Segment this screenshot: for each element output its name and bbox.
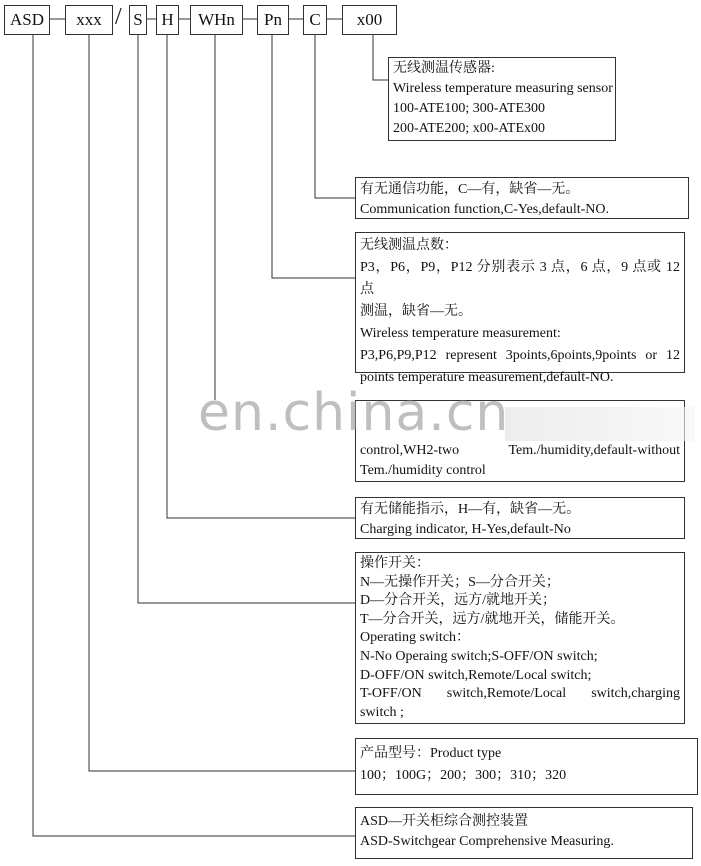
desc-pn-line: 无线测温点数： [360,238,458,253]
desc-s-line: N—无操作开关；S—分合开关； [360,574,560,590]
code-box-s [129,5,147,35]
connector-h [167,35,356,518]
desc-pn-line: 测温，缺省—无。 [360,304,472,319]
desc-s-line: N-No Operaing switch;S-OFF/ON switch; [360,648,598,664]
code-box-c [303,5,327,35]
desc-s-line: 操作开关： [360,556,430,571]
code-asd: ASD [9,10,44,29]
desc-s-line: D-OFF/ON switch,Remote/Local switch; [360,667,592,683]
desc-x00-line: 100-ATE100; 300-ATE300 [393,101,546,116]
desc-x00-line: Wireless temperature measuring sensor [393,81,613,96]
code-box-xxx [65,5,113,35]
watermark-band [505,407,695,441]
description-pn [355,232,685,385]
code-h: H [161,10,174,29]
desc-pn-line: P3，P6，P9，P12 分别表示 3 点，6 点，9 点或 12 点 [360,260,680,297]
connector-x00 [373,35,388,80]
code-box-x00 [342,5,397,35]
code-separator-slash: / [115,4,122,30]
description-x00 [388,57,616,141]
desc-whn-line: control,WH2-two Tem./humidity,default-without [360,443,680,458]
desc-xxx-line: 产品型号：Product type [360,746,502,761]
code-box-h [156,5,179,35]
desc-s-line: T-OFF/ON switch,Remote/Local switch,charging [360,686,680,702]
connector-c [315,35,356,198]
code-box-whn [190,5,243,35]
desc-asd-line: ASD-Switchgear Comprehensive Measuring. [360,834,614,849]
code-pn: Pn [264,10,282,29]
connector-pn [272,35,356,278]
desc-c-line: 有无通信功能，C—有，缺省—无。 [360,182,580,197]
code-s: S [133,10,143,29]
code-box-asd [4,5,50,35]
desc-pn-line: P3,P6,P9,P12 represent 3points,6points,9points or 12 [360,348,680,363]
desc-s-line: D—分合开关，远方/就地开关； [360,593,556,609]
desc-x00-line: 无线测温传感器: [393,61,495,76]
code-xxx: xxx [76,10,102,29]
description-c [355,177,689,219]
description-s [355,552,685,724]
desc-pn-line: Wireless temperature measurement: [360,326,561,341]
desc-whn-line: Tem./humidity control [360,463,486,478]
code-c: C [309,10,321,29]
desc-asd-line: ASD—开关柜综合测控装置 [360,814,529,829]
code-x00: x00 [356,10,383,29]
desc-c-line: Communication function,C-Yes,default-NO. [360,202,609,217]
code-whn: WHn [198,10,235,29]
desc-x00-line: 200-ATE200; x00-ATEx00 [393,121,546,136]
desc-s-line: switch ; [360,704,404,720]
code-box-pn [257,5,289,35]
description-asd [355,807,693,859]
description-h [355,497,685,539]
desc-s-line: Operating switch： [360,630,471,646]
desc-pn-line: points temperature measurement,default-NO. [360,370,614,385]
desc-h-line: 有无储能指示，H—有，缺省—无。 [360,502,581,517]
desc-h-line: Charging indicator, H-Yes,default-No [360,522,571,537]
watermark: en.china.cn [198,383,510,443]
desc-xxx-line: 100；100G；200；300；310；320 [360,768,567,783]
description-xxx [355,738,698,795]
desc-s-line: T—分合开关，远方/就地开关，储能开关。 [360,611,625,627]
